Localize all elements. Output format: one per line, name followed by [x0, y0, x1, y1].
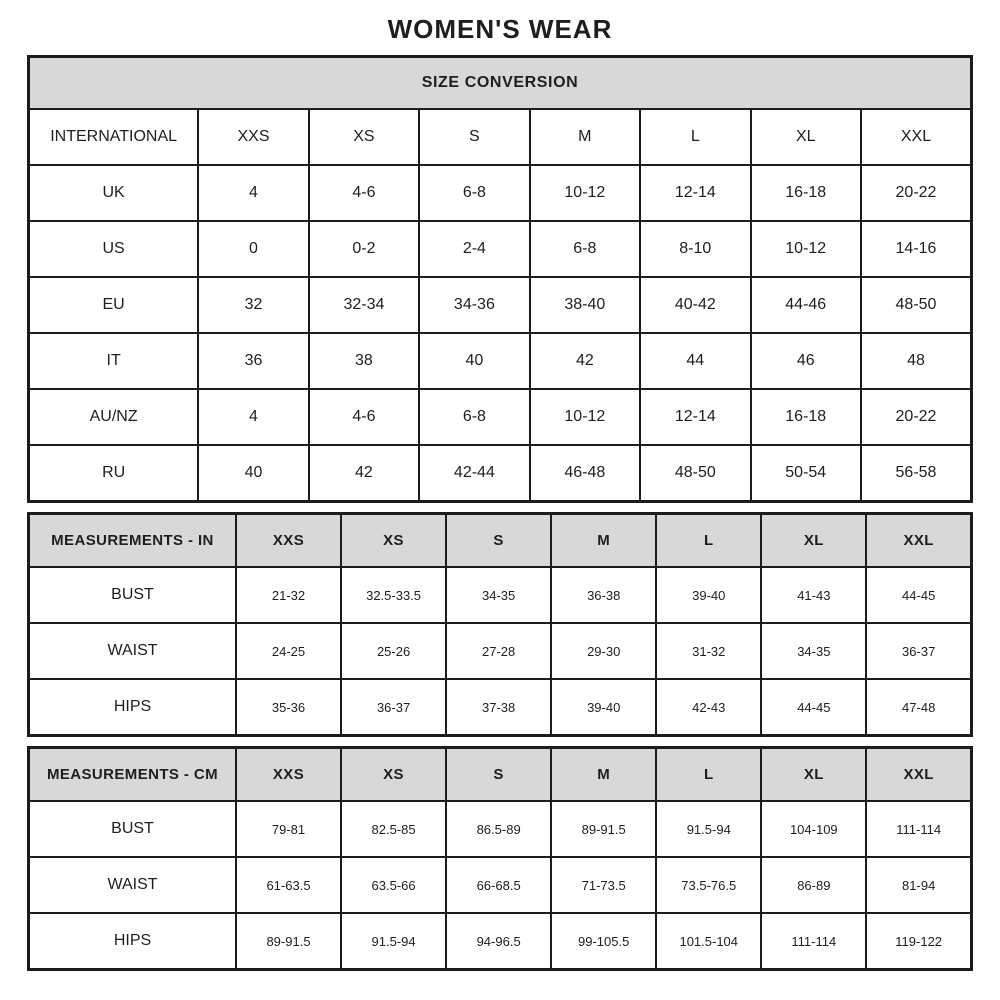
cell-waist-xxs: 24-25: [236, 623, 341, 679]
cell-bust-m: 36-38: [551, 567, 656, 623]
cell-it-xl: 46: [751, 333, 861, 389]
column-header-s: S: [446, 514, 551, 568]
cell-ru-xs: 42: [309, 445, 419, 502]
cell-eu-xxs: 32: [198, 277, 308, 333]
cell-hips-xs: 36-37: [341, 679, 446, 736]
cell-hips-xl: 111-114: [761, 913, 866, 970]
cell-waist-xxl: 36-37: [866, 623, 971, 679]
column-header-s: S: [446, 748, 551, 802]
column-header-xs: XS: [341, 514, 446, 568]
cell-hips-l: 42-43: [656, 679, 761, 736]
table-row: [29, 389, 972, 445]
cell-hips-xxs: 35-36: [236, 679, 341, 736]
cell-au-nz-l: 12-14: [640, 389, 750, 445]
measurements-in-title: MEASUREMENTS - IN: [29, 514, 236, 568]
cell-us-xxs: 0: [198, 221, 308, 277]
table-row: [29, 913, 972, 970]
cell-us-l: 8-10: [640, 221, 750, 277]
cell-ru-m: 46-48: [530, 445, 640, 502]
cell-waist-xxl: 81-94: [866, 857, 971, 913]
cell-au-nz-xs: 4-6: [309, 389, 419, 445]
cell-waist-s: 27-28: [446, 623, 551, 679]
size-conversion-table: [27, 55, 973, 503]
size-conversion-title: SIZE CONVERSION: [29, 57, 972, 110]
cell-bust-s: 34-35: [446, 567, 551, 623]
row-label-bust: BUST: [29, 567, 236, 623]
column-header-xl: XL: [761, 748, 866, 802]
cell-bust-xs: 32.5-33.5: [341, 567, 446, 623]
cell-us-xs: 0-2: [309, 221, 419, 277]
cell-au-nz-xxl: 20-22: [861, 389, 972, 445]
column-header-s: S: [419, 109, 529, 165]
row-label-bust: BUST: [29, 801, 236, 857]
cell-bust-xxl: 111-114: [866, 801, 971, 857]
cell-au-nz-xxs: 4: [198, 389, 308, 445]
cell-us-s: 2-4: [419, 221, 529, 277]
cell-it-l: 44: [640, 333, 750, 389]
column-header-l: L: [640, 109, 750, 165]
cell-it-xs: 38: [309, 333, 419, 389]
row-label-hips: HIPS: [29, 679, 236, 736]
cell-uk-xs: 4-6: [309, 165, 419, 221]
cell-bust-s: 86.5-89: [446, 801, 551, 857]
cell-waist-xs: 25-26: [341, 623, 446, 679]
table-title-row: [29, 57, 972, 110]
cell-waist-l: 31-32: [656, 623, 761, 679]
cell-waist-xs: 63.5-66: [341, 857, 446, 913]
cell-eu-l: 40-42: [640, 277, 750, 333]
cell-uk-xxs: 4: [198, 165, 308, 221]
table-row: [29, 277, 972, 333]
cell-waist-xxs: 61-63.5: [236, 857, 341, 913]
column-header-xxs: XXS: [236, 514, 341, 568]
cell-eu-m: 38-40: [530, 277, 640, 333]
cell-hips-m: 99-105.5: [551, 913, 656, 970]
cell-au-nz-s: 6-8: [419, 389, 529, 445]
cell-uk-xxl: 20-22: [861, 165, 972, 221]
column-header-xl: XL: [751, 109, 861, 165]
column-header-xxs: XXS: [198, 109, 308, 165]
column-header-row: [29, 748, 972, 802]
column-header-m: M: [551, 748, 656, 802]
cell-it-xxl: 48: [861, 333, 972, 389]
cell-it-s: 40: [419, 333, 529, 389]
page-title: WOMEN'S WEAR: [387, 14, 613, 44]
cell-us-m: 6-8: [530, 221, 640, 277]
cell-waist-m: 71-73.5: [551, 857, 656, 913]
cell-hips-xxl: 119-122: [866, 913, 971, 970]
table-row: [29, 221, 972, 277]
column-header-xl: XL: [761, 514, 866, 568]
cell-ru-xxs: 40: [198, 445, 308, 502]
row-label-it: IT: [29, 333, 199, 389]
cell-us-xxl: 14-16: [861, 221, 972, 277]
column-header-m: M: [551, 514, 656, 568]
row-label-hips: HIPS: [29, 913, 236, 970]
measurements-cm-title: MEASUREMENTS - CM: [29, 748, 236, 802]
measurements-in-table: [27, 512, 973, 737]
table-row: [29, 857, 972, 913]
column-header-row: [29, 514, 972, 568]
column-header-l: L: [656, 514, 761, 568]
cell-uk-l: 12-14: [640, 165, 750, 221]
column-header-row: [29, 109, 972, 165]
column-header-xxl: XXL: [866, 748, 971, 802]
cell-bust-l: 39-40: [656, 567, 761, 623]
cell-us-xl: 10-12: [751, 221, 861, 277]
cell-eu-s: 34-36: [419, 277, 529, 333]
cell-hips-xxl: 47-48: [866, 679, 971, 736]
cell-uk-xl: 16-18: [751, 165, 861, 221]
row-label-us: US: [29, 221, 199, 277]
cell-waist-s: 66-68.5: [446, 857, 551, 913]
cell-uk-m: 10-12: [530, 165, 640, 221]
cell-bust-m: 89-91.5: [551, 801, 656, 857]
cell-hips-xxs: 89-91.5: [236, 913, 341, 970]
cell-au-nz-xl: 16-18: [751, 389, 861, 445]
cell-eu-xs: 32-34: [309, 277, 419, 333]
table-row: [29, 801, 972, 857]
column-header-l: L: [656, 748, 761, 802]
cell-waist-m: 29-30: [551, 623, 656, 679]
cell-hips-xs: 91.5-94: [341, 913, 446, 970]
cell-bust-xxs: 21-32: [236, 567, 341, 623]
cell-hips-s: 37-38: [446, 679, 551, 736]
cell-bust-xl: 41-43: [761, 567, 866, 623]
measurements-cm-table: [27, 746, 973, 971]
row-label-ru: RU: [29, 445, 199, 502]
cell-eu-xxl: 48-50: [861, 277, 972, 333]
table-row: [29, 623, 972, 679]
cell-ru-xl: 50-54: [751, 445, 861, 502]
row-label-waist: WAIST: [29, 857, 236, 913]
cell-bust-xl: 104-109: [761, 801, 866, 857]
cell-hips-s: 94-96.5: [446, 913, 551, 970]
cell-waist-xl: 34-35: [761, 623, 866, 679]
cell-waist-l: 73.5-76.5: [656, 857, 761, 913]
cell-it-xxs: 36: [198, 333, 308, 389]
column-header-xxl: XXL: [861, 109, 972, 165]
cell-bust-l: 91.5-94: [656, 801, 761, 857]
column-header-xxs: XXS: [236, 748, 341, 802]
cell-hips-m: 39-40: [551, 679, 656, 736]
cell-eu-xl: 44-46: [751, 277, 861, 333]
cell-bust-xxs: 79-81: [236, 801, 341, 857]
table-row: [29, 567, 972, 623]
cell-ru-xxl: 56-58: [861, 445, 972, 502]
table-row: [29, 679, 972, 736]
row-label-au-nz: AU/NZ: [29, 389, 199, 445]
cell-ru-l: 48-50: [640, 445, 750, 502]
table-row: [29, 445, 972, 502]
table-row: [29, 333, 972, 389]
row-label-eu: EU: [29, 277, 199, 333]
cell-hips-l: 101.5-104: [656, 913, 761, 970]
cell-bust-xxl: 44-45: [866, 567, 971, 623]
column-header-xs: XS: [309, 109, 419, 165]
cell-hips-xl: 44-45: [761, 679, 866, 736]
column-header-xxl: XXL: [866, 514, 971, 568]
cell-au-nz-m: 10-12: [530, 389, 640, 445]
row-label-uk: UK: [29, 165, 199, 221]
column-header-international: INTERNATIONAL: [29, 109, 199, 165]
row-label-waist: WAIST: [29, 623, 236, 679]
cell-it-m: 42: [530, 333, 640, 389]
cell-ru-s: 42-44: [419, 445, 529, 502]
cell-uk-s: 6-8: [419, 165, 529, 221]
cell-waist-xl: 86-89: [761, 857, 866, 913]
column-header-m: M: [530, 109, 640, 165]
column-header-xs: XS: [341, 748, 446, 802]
table-row: [29, 165, 972, 221]
cell-bust-xs: 82.5-85: [341, 801, 446, 857]
